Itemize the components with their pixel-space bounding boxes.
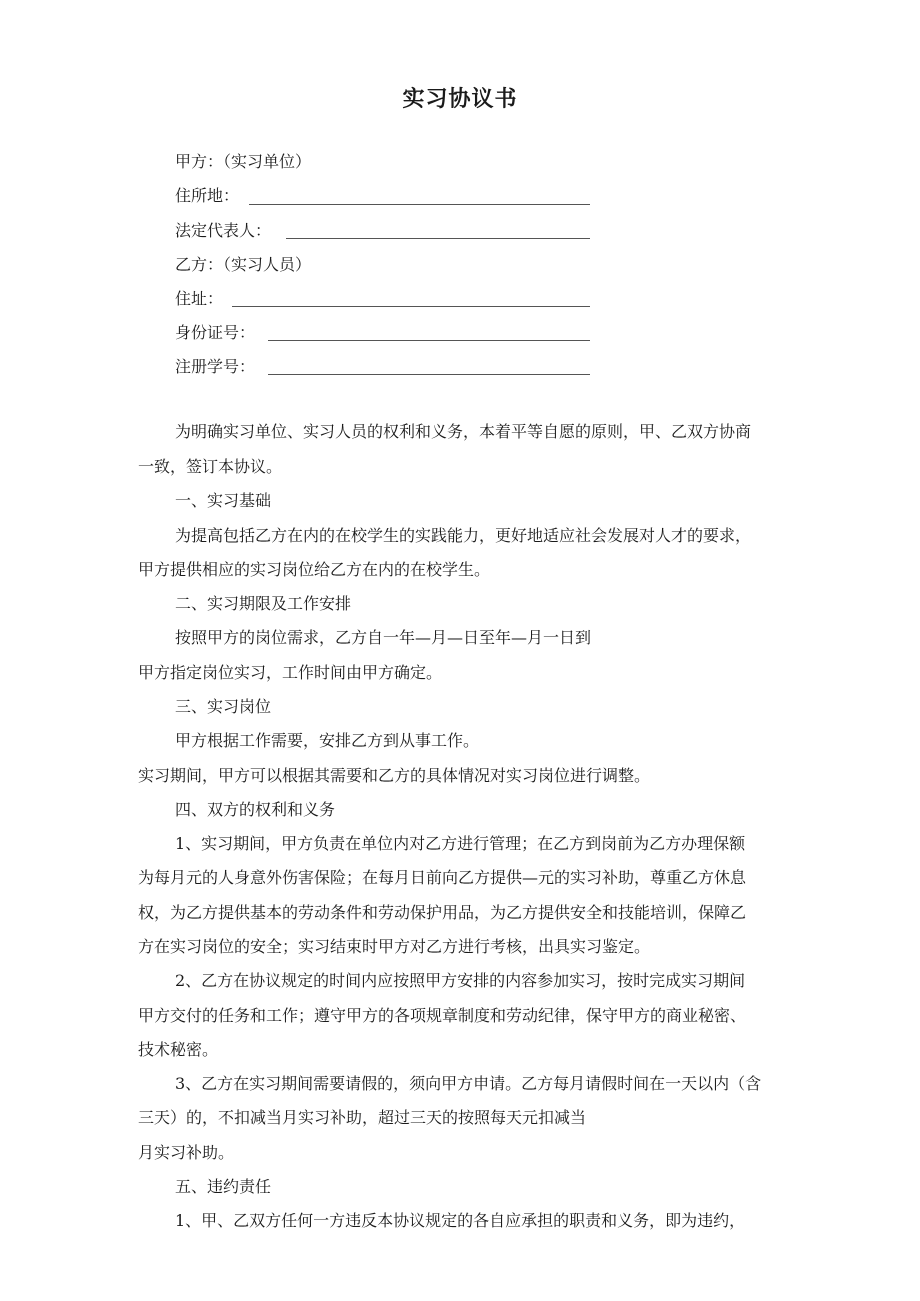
residence-label: 住址： xyxy=(175,289,224,308)
section-heading: 五、违约责任 xyxy=(175,1177,272,1196)
paragraph-line: 1、甲、乙双方任何一方违反本协议规定的各自应承担的职责和义务，即为违约， xyxy=(175,1211,746,1230)
party-a-field xyxy=(175,150,311,174)
paragraph-line: 为每月元的人身意外伤害保险；在每月日前向乙方提供—元的实习补助，尊重乙方休息 xyxy=(138,868,747,887)
address-blank[interactable] xyxy=(249,204,590,205)
section-heading: 四、双方的权利和义务 xyxy=(175,800,336,819)
paragraph-line: 甲方提供相应的实习岗位给乙方在内的在校学生。 xyxy=(138,560,491,579)
legal-rep-field xyxy=(175,219,271,243)
intro-line: 一致，签订本协议。 xyxy=(138,457,283,476)
paragraph-line: 2、乙方在协议规定的时间内应按照甲方安排的内容参加实习，按时完成实习期间 xyxy=(175,971,746,990)
paragraph-line: 3、乙方在实习期间需要请假的，须向甲方申请。乙方每月请假时间在一天以内（含 xyxy=(175,1074,762,1093)
section-heading: 一、实习基础 xyxy=(175,491,272,510)
legal-rep-blank[interactable] xyxy=(286,238,590,239)
party-b-label: 乙方：（实习人员） xyxy=(175,255,312,274)
paragraph-line: 1、实习期间，甲方负责在单位内对乙方进行管理；在乙方到岗前为乙方办理保额 xyxy=(175,834,746,853)
paragraph-line: 甲方交付的任务和工作；遵守甲方的各项规章制度和劳动纪律，保守甲方的商业秘密、 xyxy=(138,1006,747,1025)
paragraph-line: 方在实习岗位的安全；实习结束时甲方对乙方进行考核，出具实习鉴定。 xyxy=(138,937,651,956)
address-field xyxy=(175,184,239,208)
paragraph-line: 甲方指定岗位实习，工作时间由甲方确定。 xyxy=(138,663,443,682)
paragraph-line: 月实习补助。 xyxy=(138,1143,235,1162)
student-no-blank[interactable] xyxy=(268,374,590,375)
id-number-blank[interactable] xyxy=(268,340,590,341)
residence-field xyxy=(175,287,223,311)
address-label: 住所地： xyxy=(175,186,240,205)
paragraph-line: 按照甲方的岗位需求，乙方自一年—月—日至年—月一日到 xyxy=(175,628,592,647)
paragraph-line: 为提高包括乙方在内的在校学生的实践能力，更好地适应社会发展对人才的要求， xyxy=(175,526,752,545)
id-number-field xyxy=(175,321,255,345)
section-heading: 二、实习期限及工作安排 xyxy=(175,594,352,613)
paragraph-line: 权，为乙方提供基本的劳动条件和劳动保护用品，为乙方提供安全和技能培训，保障乙 xyxy=(138,903,747,922)
paragraph-line: 技术秘密。 xyxy=(138,1040,219,1059)
party-a-label: 甲方：（实习单位） xyxy=(175,152,312,171)
student-no-field xyxy=(175,355,255,379)
legal-rep-label: 法定代表人： xyxy=(175,221,272,240)
intro-line: 为明确实习单位、实习人员的权利和义务，本着平等自愿的原则，甲、乙双方协商 xyxy=(175,422,752,441)
document-title: 实习协议书 xyxy=(402,87,518,112)
party-b-field xyxy=(175,253,311,277)
paragraph-line: 甲方根据工作需要，安排乙方到从事工作。 xyxy=(175,731,480,750)
student-no-label: 注册学号： xyxy=(175,357,256,376)
section-heading: 三、实习岗位 xyxy=(175,697,272,716)
id-number-label: 身份证号： xyxy=(175,323,256,342)
paragraph-line: 实习期间，甲方可以根据其需要和乙方的具体情况对实习岗位进行调整。 xyxy=(138,766,651,785)
residence-blank[interactable] xyxy=(232,306,590,307)
paragraph-line: 三天）的，不扣减当月实习补助，超过三天的按照每天元扣减当 xyxy=(138,1108,587,1127)
